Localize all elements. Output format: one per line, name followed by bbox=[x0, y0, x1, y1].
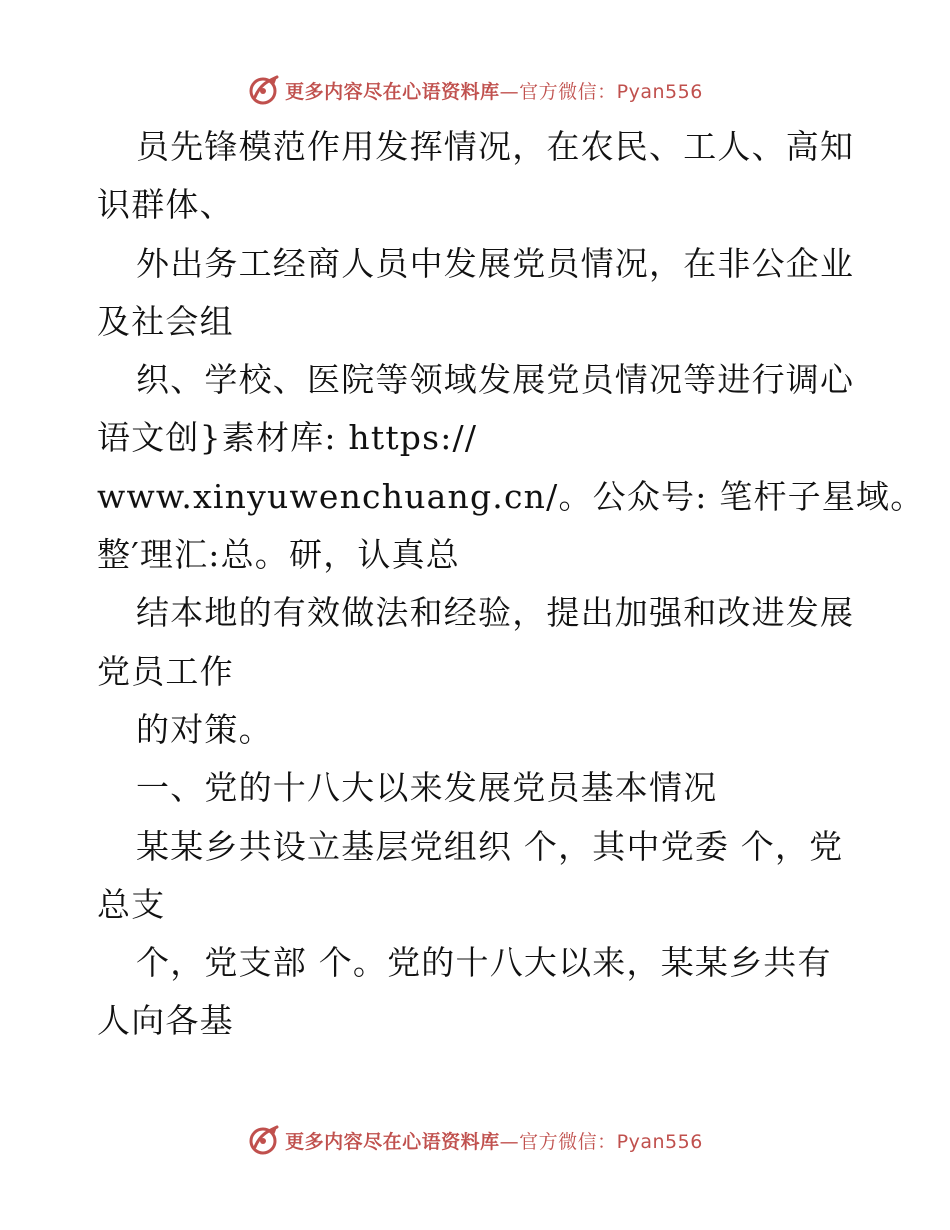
body-line: 及社会组 bbox=[97, 301, 234, 341]
body-line: 结本地的有效做法和经验，提出加强和改进发展 bbox=[136, 593, 855, 633]
header-site-text: 更多内容尽在心语资料库 bbox=[285, 80, 500, 103]
footer-wechat-text: 官方微信：Pyan556 bbox=[519, 1130, 703, 1153]
pen-swirl-logo-icon bbox=[247, 1123, 281, 1157]
body-line: 个，党支部 个。党的十八大以来，某某乡共有 bbox=[136, 943, 832, 983]
body-line: 织、学校、医院等领域发展党员情况等进行调心 bbox=[136, 360, 855, 400]
header-banner bbox=[0, 70, 950, 110]
header-dash: — bbox=[499, 80, 520, 103]
body-line: 党员工作 bbox=[97, 651, 234, 691]
body-line: 总支 bbox=[97, 884, 166, 924]
body-line: 识群体、 bbox=[97, 185, 234, 225]
footer-site-text: 更多内容尽在心语资料库 bbox=[285, 1130, 500, 1153]
pen-swirl-logo-icon bbox=[247, 73, 281, 107]
body-line: 员先锋模范作用发挥情况，在农民、工人、高知 bbox=[136, 127, 855, 166]
footer-banner bbox=[0, 1120, 950, 1160]
body-line: 某某乡共设立基层党组织 个，其中党委 个，党 bbox=[136, 826, 844, 866]
header-banner-text bbox=[285, 77, 703, 104]
footer-banner-text bbox=[285, 1127, 703, 1154]
body-line: 的对策。 bbox=[136, 709, 273, 749]
footer-dash: — bbox=[499, 1130, 520, 1153]
body-line: 人向各基 bbox=[97, 1001, 234, 1041]
header-wechat-text: 官方微信：Pyan556 bbox=[519, 80, 703, 103]
body-line: 语文创}素材库: https:// bbox=[97, 418, 478, 458]
body-line: 整′理汇:总。研，认真总 bbox=[97, 535, 461, 575]
section-heading: 一、党的十八大以来发展党员基本情况 bbox=[136, 768, 718, 808]
body-line: www.xinyuwenchuang.cn/。公众号: 笔杆子星域。 bbox=[97, 476, 925, 516]
body-line: 外出务工经商人员中发展党员情况，在非公企业 bbox=[136, 243, 855, 283]
document-body bbox=[97, 118, 925, 1051]
